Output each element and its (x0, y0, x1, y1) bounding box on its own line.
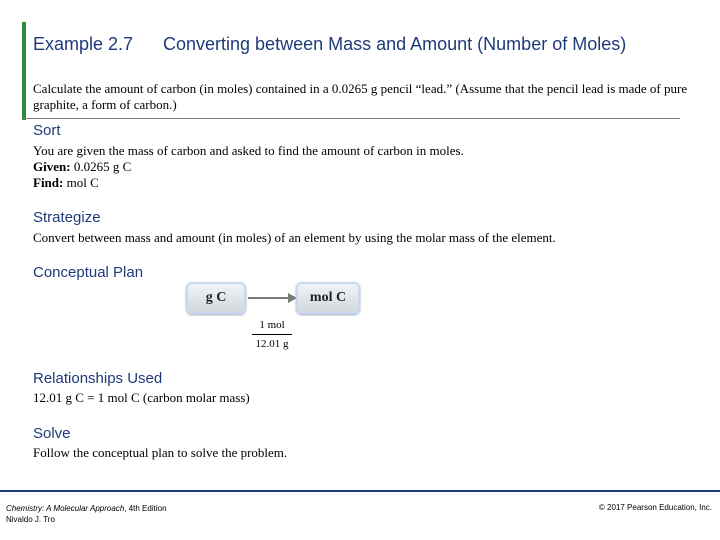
given-label: Given: (33, 159, 71, 174)
title-accent-bar (22, 22, 26, 120)
find-label: Find: (33, 175, 64, 190)
find-value: mol C (66, 175, 99, 190)
fraction-bar (252, 334, 292, 335)
book-author: Nivaldo J. Tro (6, 515, 55, 524)
solve-text: Follow the conceptual plan to solve the problem. (33, 445, 288, 460)
example-number: Example 2.7 (33, 34, 134, 54)
problem-statement: Calculate the amount of carbon (in moles) contained in a 0.0265 g pencil “lead.” (Assume that the pencil lead is made of pure graphite, a form of carbon.) (33, 81, 688, 112)
conversion-factor (252, 318, 292, 351)
footer-citation (6, 503, 167, 525)
footer-divider (0, 490, 720, 492)
footer-copyright: © 2017 Pearson Education, Inc. (598, 503, 712, 512)
sort-heading: Sort (33, 122, 61, 139)
conceptual-plan-heading: Conceptual Plan (33, 264, 144, 281)
header-divider (22, 118, 680, 119)
sort-text: You are given the mass of carbon and asked to find the amount of carbon in moles. (33, 143, 464, 158)
given-value: 0.0265 g C (73, 159, 132, 174)
conceptual-plan-diagram (186, 282, 366, 362)
book-title: Chemistry: A Molecular Approach (6, 504, 125, 513)
slide-title (33, 33, 693, 56)
example-title: Converting between Mass and Amount (Number of Moles) (163, 34, 627, 54)
relationships-text: 12.01 g C = 1 mol C (carbon molar mass) (33, 390, 250, 405)
solve-heading: Solve (33, 425, 71, 442)
factor-denominator: 12.01 g (255, 338, 289, 350)
sort-body (33, 143, 703, 191)
strategize-text: Convert between mass and amount (in moles) of an element by using the molar mass of the element. (33, 230, 556, 245)
strategize-heading: Strategize (33, 209, 101, 226)
relationships-heading: Relationships Used (33, 370, 163, 387)
sort-given (33, 159, 703, 175)
plan-from-box: g C (186, 282, 246, 314)
plan-to-box: mol C (296, 282, 360, 314)
sort-find (33, 175, 703, 191)
book-edition: , 4th Edition (124, 504, 167, 513)
plan-arrow-icon (246, 292, 298, 304)
factor-numerator: 1 mol (259, 319, 285, 331)
